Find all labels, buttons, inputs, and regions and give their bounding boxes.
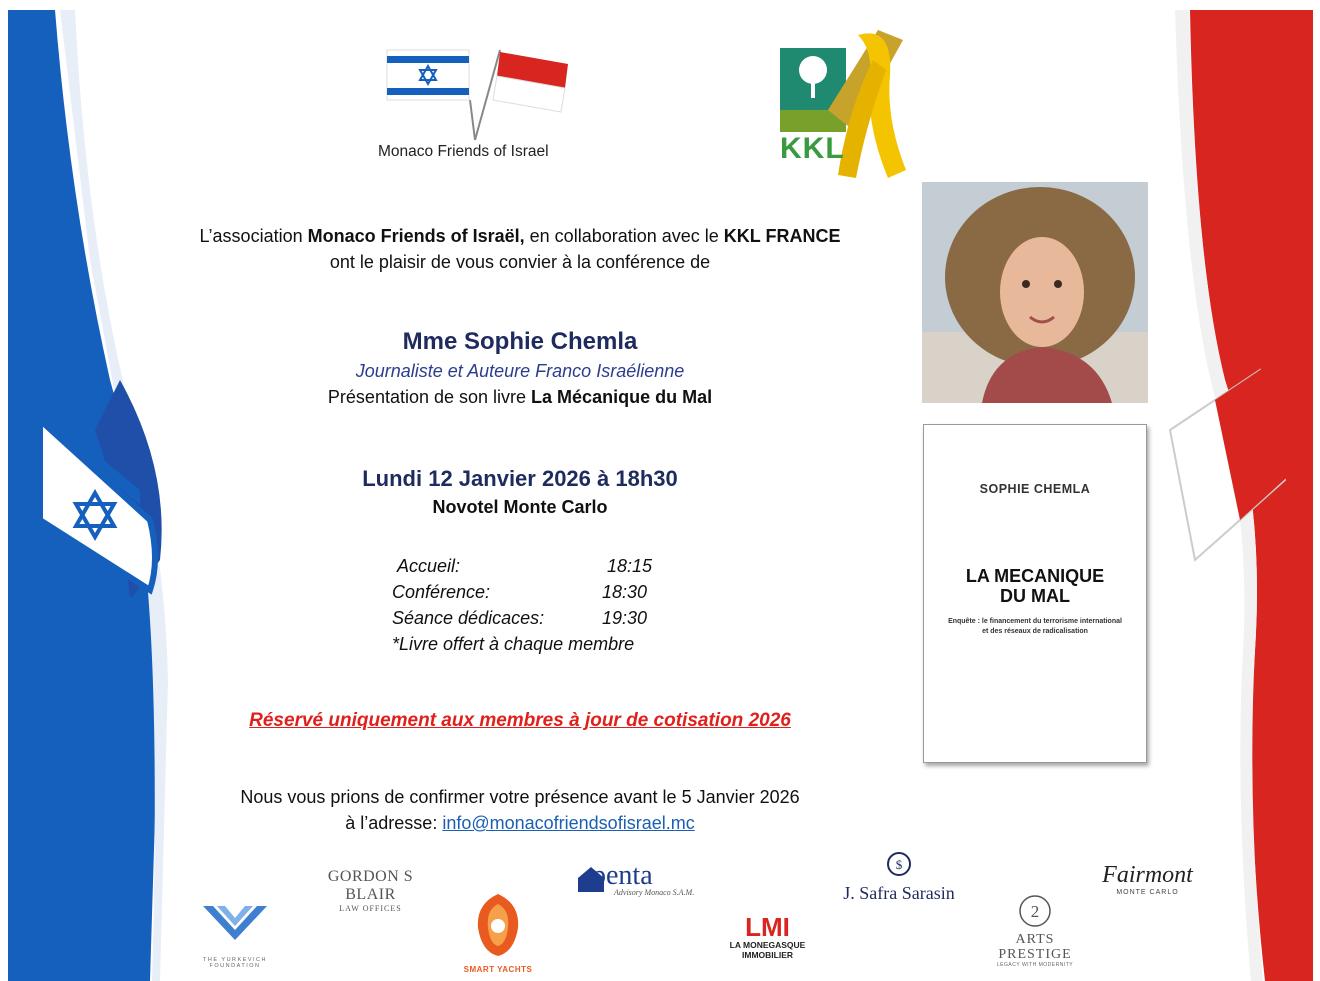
schedule-time: 18:30 [602,582,648,602]
mfi-logo [375,40,590,170]
monaco-ribbon-decoration [1155,0,1320,981]
fairmont-sub: MONTE CARLO [1116,889,1179,896]
intro-line-1 [140,226,900,247]
arts-line-1: ARTS [1015,932,1055,947]
schedule-note: *Livre offert à chaque membre [392,634,635,654]
partner-name: KKL FRANCE [723,226,841,246]
sponsor-smart-yachts [448,890,548,974]
book-cover [923,424,1147,763]
fairmont-name: Fairmont [1102,862,1193,888]
schedule-label: Accueil: [397,556,461,576]
email-link[interactable]: info@monacofriendsofisrael.mc [442,813,695,833]
arts-sub: LEGACY WITH MODERNITY [996,962,1074,968]
association-name: Monaco Friends of Israël, [307,226,525,246]
schedule-row [392,605,652,631]
sponsor-penta [576,862,716,902]
rsvp-line-2 [120,813,920,834]
sponsor-safra-sarasin [834,850,964,904]
yurkevich-name: THE YURKEVICH FOUNDATION [202,957,268,969]
rsvp-prefix: à l’adresse: [345,813,443,833]
intro-text: en collaboration avec le [524,226,724,246]
lmi-sub-2: IMMOBILIER [742,950,793,960]
book-title-line-1: LA MECANIQUE [965,566,1105,586]
book-title-line-2: DU MAL [1000,586,1070,606]
rsvp-line-1: Nous vous prions de confirmer votre présence avant le 5 Janvier 2026 [240,787,800,807]
speaker-name: Mme Sophie Chemla [402,328,638,355]
crossed-flags-icon [375,40,590,145]
svg-text:$: $ [895,857,903,872]
sponsor-gordon-blair [303,868,438,913]
book-prefix: Présentation de son livre [327,387,532,407]
event-date: Lundi 12 Janvier 2026 à 18h30 [362,466,678,491]
schedule-row [392,553,652,579]
book-title: La Mécanique du Mal [531,387,713,407]
lmi-sub-1: LA MONEGASQUE [729,940,806,950]
book-author: SOPHIE CHEMLA [979,482,1091,496]
kkl-logo [778,30,908,180]
intro-line-2: ont le plaisir de vous convier à la conférence de [329,252,711,272]
smart-yachts-name: SMART YACHTS [463,965,533,974]
gordon-sub: LAW OFFICES [339,904,402,913]
svg-text:2: 2 [1030,902,1040,921]
mfi-label: Monaco Friends of Israel [378,143,549,160]
intro-text: L’association [199,226,308,246]
sponsor-lmi [715,914,820,960]
schedule-row [392,579,652,605]
bird-logo-icon [195,902,275,952]
speaker-photo [922,182,1148,403]
schedule-label: Conférence: [392,582,491,602]
arts-line-2: PRESTIGE [998,947,1072,962]
schedule-time: 19:30 [602,608,648,628]
shell-icon [468,890,528,960]
schedule-time: 18:15 [607,556,653,576]
kkl-label: KKL [780,132,845,165]
schedule [392,553,652,657]
book-presentation [170,387,870,408]
circle-two-icon [1017,894,1053,928]
sponsor-yurkevich [190,902,280,969]
event-venue: Novotel Monte Carlo [432,497,608,517]
seal-icon [886,850,912,878]
penta-name: penta [592,860,653,891]
safra-name: J. Safra Sarasin [843,883,955,903]
penta-sub: Advisory Monaco S.A.M. [614,888,695,897]
schedule-label: Séance dédicaces: [392,608,545,628]
book-subtitle: Enquête : le financement du terrorisme international et des réseaux de radicalisation [948,618,1122,635]
reserved-notice: Réservé uniquement aux membres à jour de cotisation 2026 [249,710,791,731]
speaker-role: Journaliste et Auteure Franco Israélienne [355,361,685,381]
sponsor-arts-prestige [990,894,1080,968]
lmi-name: LMI [745,912,790,942]
sponsor-fairmont [1095,862,1200,896]
gordon-name: GORDON S BLAIR [327,868,414,903]
